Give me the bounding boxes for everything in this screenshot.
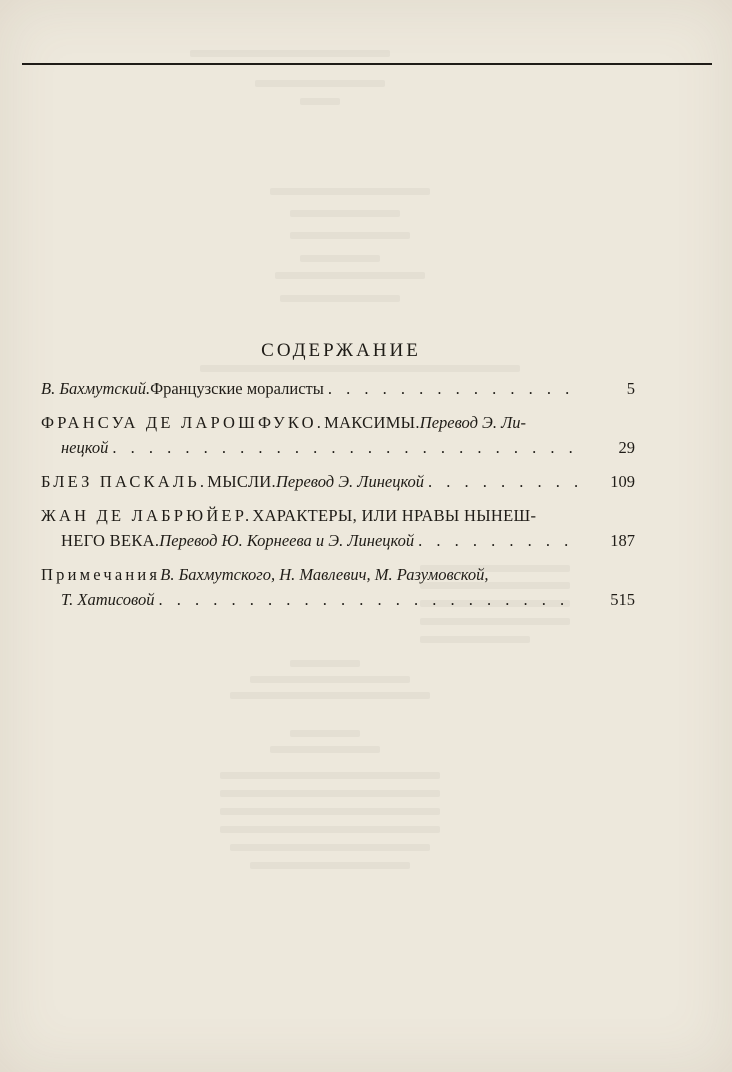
toc-entry[interactable] [41, 410, 635, 460]
toc-heading-cont: НЕГО ВЕКА. [61, 531, 160, 550]
toc-heading: Французские моралисты [150, 379, 324, 398]
toc-translator-cont: нецкой [61, 438, 109, 457]
toc-entry-text [41, 469, 577, 494]
leader-dots [424, 469, 577, 494]
toc-entry[interactable] [41, 562, 635, 612]
page-title: СОДЕРЖАНИЕ [261, 340, 421, 361]
toc-entry[interactable] [41, 376, 635, 401]
toc-author: ФРАНСУА ДЕ ЛАРОШФУКО. [41, 413, 325, 432]
toc-author: ЖАН ДЕ ЛАБРЮЙЕР. [41, 506, 253, 525]
toc-entry-text [41, 562, 577, 612]
toc-translator: Перевод Э. Линецкой [275, 472, 425, 491]
toc-page-number: 5 [626, 379, 635, 398]
toc-author: БЛЕЗ ПАСКАЛЬ. [41, 472, 208, 491]
toc-entry[interactable] [41, 469, 635, 494]
toc-heading: МАКСИМЫ. [324, 413, 420, 432]
toc-translator: Перевод Ю. Корнеева и Э. Линецкой [159, 531, 415, 550]
toc-translator-cont: Т. Хатисовой [61, 590, 155, 609]
header-rule [22, 63, 712, 65]
toc-page-number: 29 [618, 438, 635, 457]
toc-translator: Перевод Э. Ли- [419, 413, 527, 432]
leader-dots [414, 528, 577, 553]
toc-heading: ХАРАКТЕРЫ, ИЛИ НРАВЫ НЫНЕШ- [252, 506, 537, 525]
toc-page-number: 515 [610, 590, 635, 609]
toc-author: В. Бахмутский. [41, 379, 151, 398]
leader-dots [108, 435, 577, 460]
toc-translator: В. Бахмутского, Н. Мавлевич, М. Разумовской, [160, 565, 489, 584]
leader-dots [155, 587, 578, 612]
toc-entry-text [41, 410, 577, 460]
toc-heading: МЫСЛИ. [207, 472, 276, 491]
toc-page-number: 109 [610, 472, 635, 491]
table-of-contents [41, 376, 635, 612]
toc-page-number: 187 [610, 531, 635, 550]
toc-entry[interactable] [41, 503, 635, 553]
toc-author: Примечания [41, 565, 161, 584]
leader-dots [324, 376, 577, 401]
toc-entry-text [41, 376, 577, 401]
toc-entry-text [41, 503, 577, 553]
